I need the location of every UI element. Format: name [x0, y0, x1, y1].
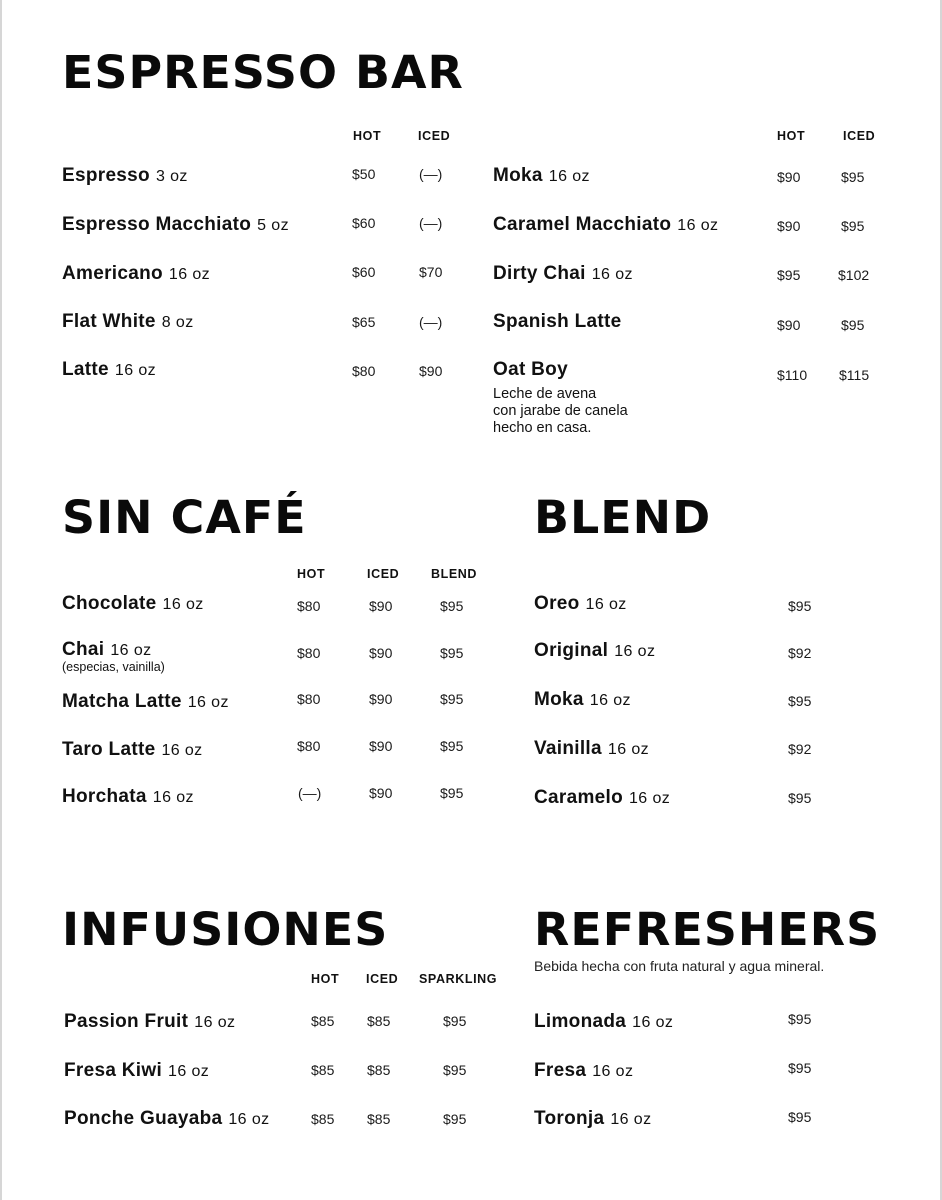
- column-header-iced: ICED: [366, 972, 399, 986]
- item-name: Original 16 oz: [534, 640, 656, 661]
- price-hot: $95: [777, 267, 801, 283]
- item-size: 16 oz: [614, 643, 656, 660]
- column-header-sparkling: SPARKLING: [419, 972, 498, 986]
- item-name: Dirty Chai 16 oz: [493, 263, 633, 284]
- price-hot: $90: [777, 317, 801, 333]
- price-blend: $95: [440, 598, 464, 614]
- price-hot: $80: [352, 363, 376, 379]
- price-blend: $95: [440, 691, 464, 707]
- price-iced: $90: [369, 645, 393, 661]
- sin-cafe-section: [62, 491, 502, 821]
- price-hot: $60: [352, 264, 376, 280]
- column-header-iced: ICED: [418, 129, 451, 143]
- item-note: (especias, vainilla): [62, 660, 165, 674]
- price-hot: $90: [777, 218, 801, 234]
- item-name: Chai 16 oz: [62, 639, 152, 660]
- price-sparkling: $95: [443, 1013, 467, 1029]
- column-header-blend: BLEND: [431, 567, 478, 581]
- left-border: [0, 0, 2, 1200]
- column-header-hot: HOT: [297, 567, 326, 581]
- price-hot: $90: [777, 169, 801, 185]
- price-iced: $70: [419, 264, 443, 280]
- item-name: Toronja 16 oz: [534, 1108, 652, 1129]
- price-hot: (—): [298, 785, 322, 801]
- item-description-line: con jarabe de canela: [493, 403, 628, 419]
- price-iced: $85: [367, 1013, 391, 1029]
- item-name: Matcha Latte 16 oz: [62, 691, 229, 712]
- column-header-hot: HOT: [353, 129, 382, 143]
- price-hot: $80: [297, 691, 321, 707]
- item-name: Moka 16 oz: [534, 689, 631, 710]
- item-name: Taro Latte 16 oz: [62, 739, 203, 760]
- section-description: Bebida hecha con fruta natural y agua mineral.: [534, 958, 825, 974]
- item-name: Americano 16 oz: [62, 263, 211, 284]
- price-iced: $95: [841, 218, 865, 234]
- item-size: 16 oz: [591, 266, 633, 283]
- price-hot: $80: [297, 738, 321, 754]
- price-iced: $85: [367, 1062, 391, 1078]
- price-sparkling: $95: [443, 1111, 467, 1127]
- item-size: 16 oz: [162, 596, 204, 613]
- item-name: Horchata 16 oz: [62, 786, 194, 807]
- refreshers-section: [534, 903, 914, 1143]
- item-size: 16 oz: [110, 642, 152, 659]
- price-hot: $85: [311, 1013, 335, 1029]
- section-title: ESPRESSO BAR: [62, 46, 464, 99]
- item-name: Espresso Macchiato 5 oz: [62, 214, 289, 235]
- item-name: Fresa Kiwi 16 oz: [64, 1060, 210, 1081]
- price-hot: $85: [311, 1111, 335, 1127]
- item-size: 16 oz: [585, 596, 627, 613]
- item-name: Flat White 8 oz: [62, 311, 194, 332]
- price-hot: $50: [352, 166, 376, 182]
- item-name: Chocolate 16 oz: [62, 593, 204, 614]
- price-iced: $90: [369, 785, 393, 801]
- price-iced: $90: [369, 738, 393, 754]
- price-iced: (—): [419, 166, 443, 182]
- item-size: 16 oz: [161, 742, 203, 759]
- price: $95: [788, 598, 812, 614]
- price-hot: $80: [297, 645, 321, 661]
- item-size: 16 oz: [187, 694, 229, 711]
- item-description-line: Leche de avena: [493, 386, 597, 402]
- price-iced: $85: [367, 1111, 391, 1127]
- item-size: 16 oz: [152, 789, 194, 806]
- item-size: 16 oz: [168, 1063, 210, 1080]
- price: $95: [788, 790, 812, 806]
- price-iced: $102: [838, 267, 870, 283]
- price-blend: $95: [440, 785, 464, 801]
- item-name: Caramel Macchiato 16 oz: [493, 214, 719, 235]
- section-title: INFUSIONES: [62, 903, 389, 956]
- price: $92: [788, 741, 812, 757]
- price-sparkling: $95: [443, 1062, 467, 1078]
- item-name: Fresa 16 oz: [534, 1060, 634, 1081]
- price-iced: $115: [839, 367, 870, 383]
- item-size: 16 oz: [194, 1014, 236, 1031]
- item-size: 16 oz: [228, 1111, 270, 1128]
- price-hot: $65: [352, 314, 376, 330]
- section-title: SIN CAFÉ: [62, 491, 307, 544]
- item-name: Caramelo 16 oz: [534, 787, 671, 808]
- price-hot: $60: [352, 215, 376, 231]
- item-name: Spanish Latte: [493, 311, 622, 332]
- section-title: BLEND: [534, 491, 712, 544]
- item-name: Latte 16 oz: [62, 359, 157, 380]
- price-iced: $90: [369, 598, 393, 614]
- price: $92: [788, 645, 812, 661]
- price-hot: $85: [311, 1062, 335, 1078]
- espresso-bar-section: [62, 46, 902, 446]
- blend-section: [534, 491, 894, 821]
- price-iced: $95: [841, 317, 865, 333]
- column-header-iced: ICED: [843, 129, 876, 143]
- price-iced: $90: [419, 363, 443, 379]
- item-size: 16 oz: [629, 790, 671, 807]
- item-name: Oreo 16 oz: [534, 593, 627, 614]
- price: $95: [788, 693, 812, 709]
- item-size: 16 oz: [168, 266, 211, 283]
- section-title: REFRESHERS: [534, 903, 881, 956]
- item-size: 16 oz: [610, 1111, 652, 1128]
- item-size: 5 oz: [257, 217, 289, 234]
- price-iced: $90: [369, 691, 393, 707]
- price: $95: [788, 1060, 812, 1076]
- item-size: 16 oz: [114, 362, 157, 379]
- item-size: 8 oz: [161, 314, 194, 331]
- item-size: 3 oz: [155, 168, 188, 185]
- item-description-line: hecho en casa.: [493, 420, 592, 436]
- column-header-hot: HOT: [311, 972, 340, 986]
- item-size: 16 oz: [677, 217, 719, 234]
- item-name: Vainilla 16 oz: [534, 738, 650, 759]
- price-blend: $95: [440, 645, 464, 661]
- infusiones-section: [62, 903, 522, 1143]
- price-iced: (—): [419, 215, 443, 231]
- price-blend: $95: [440, 738, 464, 754]
- price-iced: (—): [419, 314, 443, 330]
- price-hot: $80: [297, 598, 321, 614]
- price: $95: [788, 1109, 812, 1125]
- item-name: Passion Fruit 16 oz: [64, 1011, 236, 1032]
- column-header-iced: ICED: [367, 567, 400, 581]
- item-name: Limonada 16 oz: [534, 1011, 674, 1032]
- item-name: Espresso 3 oz: [62, 165, 188, 186]
- price-iced: $95: [841, 169, 865, 185]
- item-size: 16 oz: [592, 1063, 634, 1080]
- price: $95: [788, 1011, 812, 1027]
- item-size: 16 oz: [589, 692, 631, 709]
- item-size: 16 oz: [548, 168, 590, 185]
- item-name: Moka 16 oz: [493, 165, 590, 186]
- item-name: Ponche Guayaba 16 oz: [64, 1108, 270, 1129]
- item-size: 16 oz: [607, 741, 650, 758]
- item-name: Oat Boy: [493, 359, 568, 380]
- column-header-hot: HOT: [777, 129, 806, 143]
- price-hot: $110: [777, 367, 808, 383]
- item-size: 16 oz: [632, 1014, 674, 1031]
